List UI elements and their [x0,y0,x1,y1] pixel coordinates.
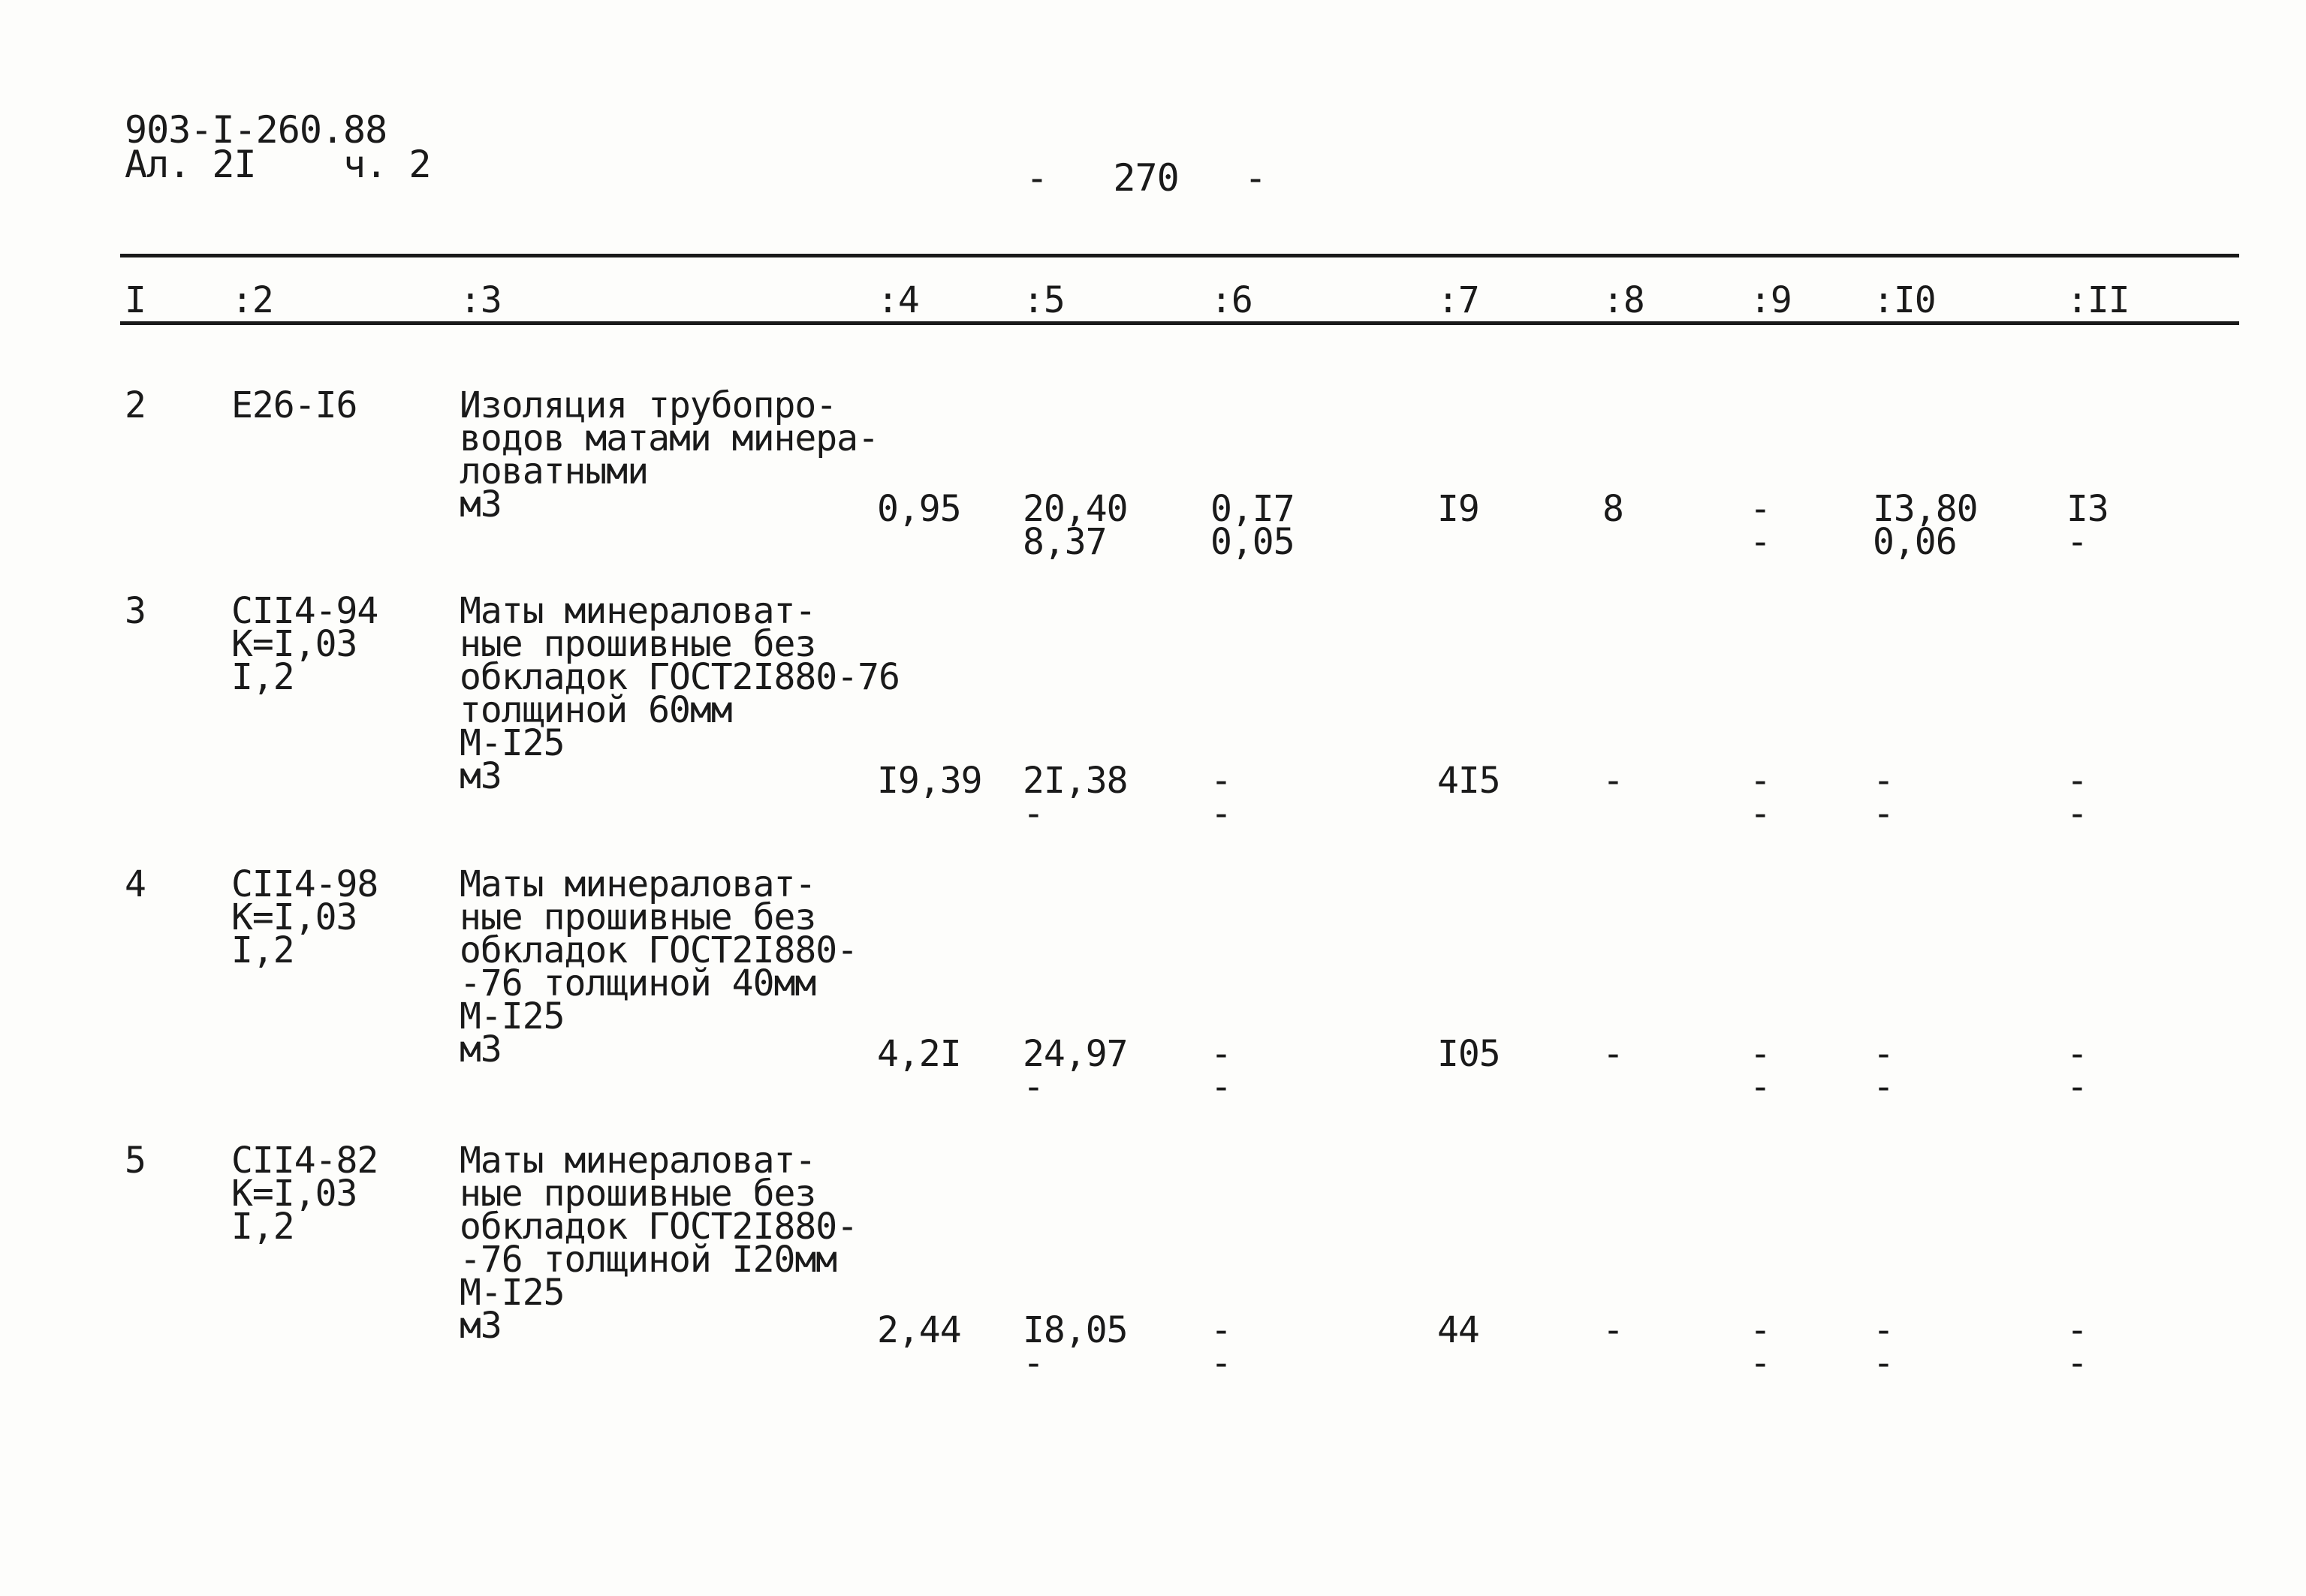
col-header-9: :9 [1750,279,1792,321]
cell-5b: 8,37 [1023,521,1107,563]
cell-10a: - [1873,1309,1894,1351]
cell-7: 44 [1437,1309,1479,1351]
col-header-8: :8 [1602,279,1644,321]
col-header-4: :4 [877,279,919,321]
row-number: 2 [125,384,146,426]
row-name: Маты минераловат- ные прошивные без обкладок ГОСТ2I880-76 толщиной 60мм М-I25 м3 [460,590,900,797]
cell-6a: 0,I7 [1210,488,1295,530]
cell-10b: 0,06 [1873,521,1957,563]
cell-5a: 2I,38 [1023,760,1128,802]
cell-6a: - [1210,1033,1231,1075]
cell-11a: - [2066,1309,2087,1351]
cell-9b: - [1750,521,1771,563]
cell-10a: - [1873,1033,1894,1075]
cell-9a: - [1750,1309,1771,1351]
col-header-11: :II [2066,279,2130,321]
cell-6a: - [1210,760,1231,802]
cell-9b: - [1750,1066,1771,1108]
cell-4: 4,2I [877,1033,961,1075]
cell-7: I05 [1437,1033,1500,1075]
cell-5a: 24,97 [1023,1033,1128,1075]
row-number: 4 [125,863,146,905]
cell-4: 2,44 [877,1309,961,1351]
cell-11b: - [2066,1342,2087,1384]
col-header-7: :7 [1437,279,1479,321]
cell-6b: - [1210,1342,1231,1384]
cell-11b: - [2066,793,2087,835]
col-header-6: :6 [1210,279,1252,321]
cell-4: 0,95 [877,488,961,530]
row-number: 5 [125,1140,146,1182]
cell-5b: - [1023,1342,1044,1384]
col-header-10: :I0 [1873,279,1936,321]
cell-9b: - [1750,793,1771,835]
cell-9b: - [1750,1342,1771,1384]
cell-10b: - [1873,1342,1894,1384]
col-header-2: :2 [231,279,273,321]
cell-8: - [1602,760,1623,802]
document-sheet-part: Ал. 2I ч. 2 [125,143,431,186]
cell-5b: - [1023,793,1044,835]
cell-7: 4I5 [1437,760,1500,802]
col-header-5: :5 [1023,279,1065,321]
cell-8: 8 [1602,488,1623,530]
cell-4: I9,39 [877,760,982,802]
cell-11b: - [2066,1066,2087,1108]
cell-9a: - [1750,760,1771,802]
cell-9a: - [1750,1033,1771,1075]
col-header-1: I [125,279,146,321]
row-code: Е26-I6 [231,384,357,426]
cell-11a: I3 [2066,488,2109,530]
row-name: Маты минераловат- ные прошивные без обкладок ГОСТ2I880- -76 толщиной 40мм М-I25 м3 [460,863,858,1071]
table-header-rule [120,321,2239,325]
cell-10b: - [1873,1066,1894,1108]
table-top-rule [120,254,2239,257]
cell-5b: - [1023,1066,1044,1108]
cell-10a: I3,80 [1873,488,1978,530]
cell-11b: - [2066,521,2087,563]
cell-6a: - [1210,1309,1231,1351]
cell-11a: - [2066,1033,2087,1075]
cell-6b: - [1210,1066,1231,1108]
row-name: Маты минераловат- ные прошивные без обкладок ГОСТ2I880- -76 толщиной I20мм М-I25 м3 [460,1140,858,1347]
cell-9a: - [1750,488,1771,530]
cell-7: I9 [1437,488,1479,530]
row-code: CII4-98 К=I,03 I,2 [231,863,378,971]
row-code: CII4-94 К=I,03 I,2 [231,590,378,698]
col-header-3: :3 [460,279,502,321]
cell-5a: I8,05 [1023,1309,1128,1351]
cell-11a: - [2066,760,2087,802]
row-number: 3 [125,590,146,632]
cell-10b: - [1873,793,1894,835]
document-code: 903-I-260.88 [125,108,387,152]
cell-5a: 20,40 [1023,488,1128,530]
cell-8: - [1602,1309,1623,1351]
page-number: - 270 - [1026,156,1267,200]
row-name: Изоляция трубопро- водов матами минера- ловатными м3 [460,384,879,525]
row-code: CII4-82 К=I,03 I,2 [231,1140,378,1248]
cell-6b: - [1210,793,1231,835]
cell-8: - [1602,1033,1623,1075]
cell-10a: - [1873,760,1894,802]
cell-6b: 0,05 [1210,521,1295,563]
